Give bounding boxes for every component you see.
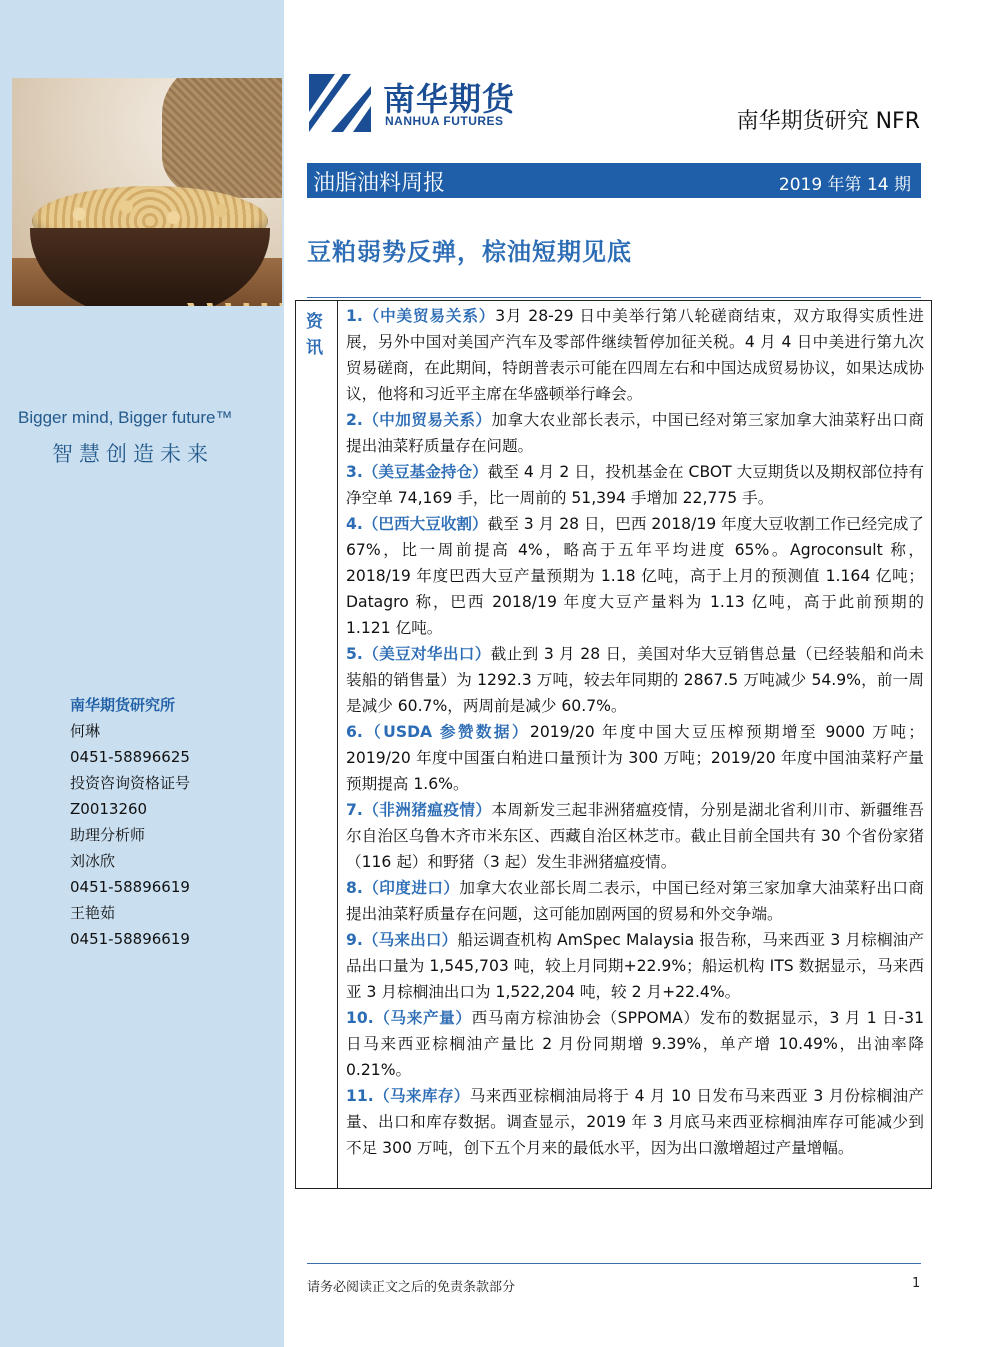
- contact-line: 王艳茹: [70, 904, 116, 922]
- divider: [307, 297, 921, 298]
- news-item-body: 本周新发三起非洲猪瘟疫情，分别是湖北省利川市、新疆维吾尔自治区乌鲁木齐市米东区、西藏自治区林芝市。截止目前全国共有 30 个省份家猪（116 起）和野猪（3 起）发生非洲猪瘟疫情。: [346, 801, 924, 871]
- news-item-body: 加拿大农业部长周二表示，中国已经对第三家加拿大油菜籽出口商提出油菜籽质量存在问题，这可能加剧两国的贸易和外交争端。: [346, 879, 924, 923]
- contact-block: [70, 692, 270, 952]
- disclaimer-note: 请务必阅读正文之后的免责条款部分: [307, 1280, 516, 1295]
- contact-line: 刘冰欣: [70, 852, 116, 870]
- news-item-heading: 10.（马来产量）: [346, 1009, 472, 1027]
- news-item-body: 3月 28-29 日中美举行第八轮磋商结束，双方取得实质性进展，另外中国对美国产汽车及零部件继续暂停加征关税。4 月 4 日中美进行第九次贸易磋商，在此期间，特朗普表示可能在四周左右和中国达成贸易协议，如果达成协议，他将和习近平主席在华盛顿举行峰会。: [346, 307, 924, 403]
- news-item: [346, 407, 924, 459]
- slogan-chinese: 智慧创造未来: [52, 442, 214, 466]
- contact-line: 0451-58896619: [70, 878, 190, 896]
- slogan-english: Bigger mind, Bigger future™: [18, 408, 233, 427]
- sidebar: [0, 0, 284, 1347]
- news-item-heading: 8.（印度进口）: [346, 879, 460, 897]
- news-label-char: 资: [306, 312, 323, 332]
- news-item-heading: 11.（马来库存）: [346, 1087, 470, 1105]
- nanhua-logo-icon: [307, 72, 373, 134]
- news-item-heading: 6.（USDA 参赞数据）: [346, 723, 530, 741]
- news-item-body: 截止到 3 月 28 日，美国对华大豆销售总量（已经装船和尚未装船的销售量）为 1292.3 万吨，较去年同期的 2867.5 万吨减少 54.9%，前一周是减少 60.7%，两周前是减少 60.7%。: [346, 645, 924, 715]
- news-item-body: 2019/20 年度中国大豆压榨预期增至 9000 万吨；2019/20 年度中国蛋白粕进口量预计为 300 万吨；2019/20 年度中国油菜籽产量预期提高 1.6%。: [346, 723, 925, 793]
- news-item: [346, 719, 924, 797]
- news-label-char: 讯: [306, 338, 323, 358]
- news-item-heading: 1.（中美贸易关系）: [346, 307, 496, 325]
- contact-line: 0451-58896619: [70, 930, 190, 948]
- news-item: [346, 459, 924, 511]
- burlap-sack-shape: [162, 78, 282, 198]
- contact-line: 助理分析师: [70, 826, 146, 844]
- news-item-body: 西马南方棕油协会（SPPOMA）发布的数据显示，3 月 1 日-31 日马来西亚棕榈油产量比 2 月份同期增 9.39%，单产增 10.49%，出油率降 0.21%。: [346, 1009, 924, 1079]
- contact-line: 0451-58896625: [70, 748, 190, 766]
- contact-line: 投资咨询资格证号: [70, 774, 191, 792]
- news-item-body: 截至 4 月 2 日，投机基金在 CBOT 大豆期货以及期权部位持有净空单 74,169 手，比一周前的 51,394 手增加 22,775 手。: [346, 463, 924, 507]
- soybean-bowl-photo: [12, 78, 282, 306]
- news-item: [346, 1005, 924, 1083]
- news-item: [346, 303, 924, 407]
- news-item: [346, 1083, 924, 1161]
- page-headline: 豆粕弱势反弹，棕油短期见底: [307, 238, 632, 266]
- news-box: [295, 300, 932, 1189]
- news-item: [346, 511, 924, 641]
- contact-institute: 南华期货研究所: [70, 696, 176, 714]
- news-item-body: 截至 3 月 28 日，巴西 2018/19 年度大豆收割工作已经完成了 67%，比一周前提高 4%，略高于五年平均进度 65%。Agroconsult 称，2018/19 年度巴西大豆产量预期为 1.18 亿吨，高于上月的预测值 1.164 亿吨；Datagro 称，巴西 2018/19 年度大豆产量料为 1.13 亿吨，高于此前预期的 1.121 亿吨。: [346, 515, 924, 637]
- news-item: [346, 875, 924, 927]
- report-banner: [307, 163, 921, 198]
- news-item-heading: 5.（美豆对华出口）: [346, 645, 491, 663]
- news-list: [346, 303, 924, 1161]
- news-label-column: [296, 301, 338, 1188]
- news-item-heading: 9.（马来出口）: [346, 931, 458, 949]
- contact-line: 何琳: [70, 722, 101, 740]
- news-item-heading: 4.（巴西大豆收割）: [346, 515, 488, 533]
- report-issue: 2019 年第 14 期: [778, 175, 911, 195]
- logo-name-cn: 南华期货: [383, 80, 516, 118]
- company-logo: [307, 72, 537, 134]
- news-item: [346, 797, 924, 875]
- research-label: 南华期货研究 NFR: [736, 109, 920, 134]
- page-number: 1: [912, 1276, 921, 1291]
- news-item: [346, 641, 924, 719]
- news-item-body: 船运调查机构 AmSpec Malaysia 报告称，马来西亚 3 月棕榈油产品出口量为 1,545,703 吨，较上月同期+22.9%；船运机构 ITS 数据显示，马来西亚 3 月棕榈油出口为 1,522,204 吨，较 2 月+22.4%。: [346, 931, 924, 1001]
- news-item-heading: 2.（中加贸易关系）: [346, 411, 492, 429]
- report-title: 油脂油料周报: [313, 171, 446, 196]
- loose-beans-shape: [162, 303, 282, 306]
- footer-divider: [307, 1263, 921, 1264]
- news-item-heading: 3.（美豆基金持仓）: [346, 463, 488, 481]
- news-item: [346, 927, 924, 1005]
- news-item-heading: 7.（非洲猪瘟疫情）: [346, 801, 492, 819]
- news-item-body: 马来西亚棕榈油局将于 4 月 10 日发布马来西亚 3 月份棕榈油产量、出口和库存数据。调查显示，2019 年 3 月底马来西亚棕榈油库存可能减少到不足 300 万吨，创下五个月来的最低水平，因为出口激增超过产量增幅。: [346, 1087, 924, 1157]
- contact-line: Z0013260: [70, 800, 148, 818]
- news-item-body: 加拿大农业部长表示，中国已经对第三家加拿大油菜籽出口商提出油菜籽质量存在问题。: [346, 411, 924, 455]
- logo-name-en: NANHUA FUTURES: [385, 114, 504, 128]
